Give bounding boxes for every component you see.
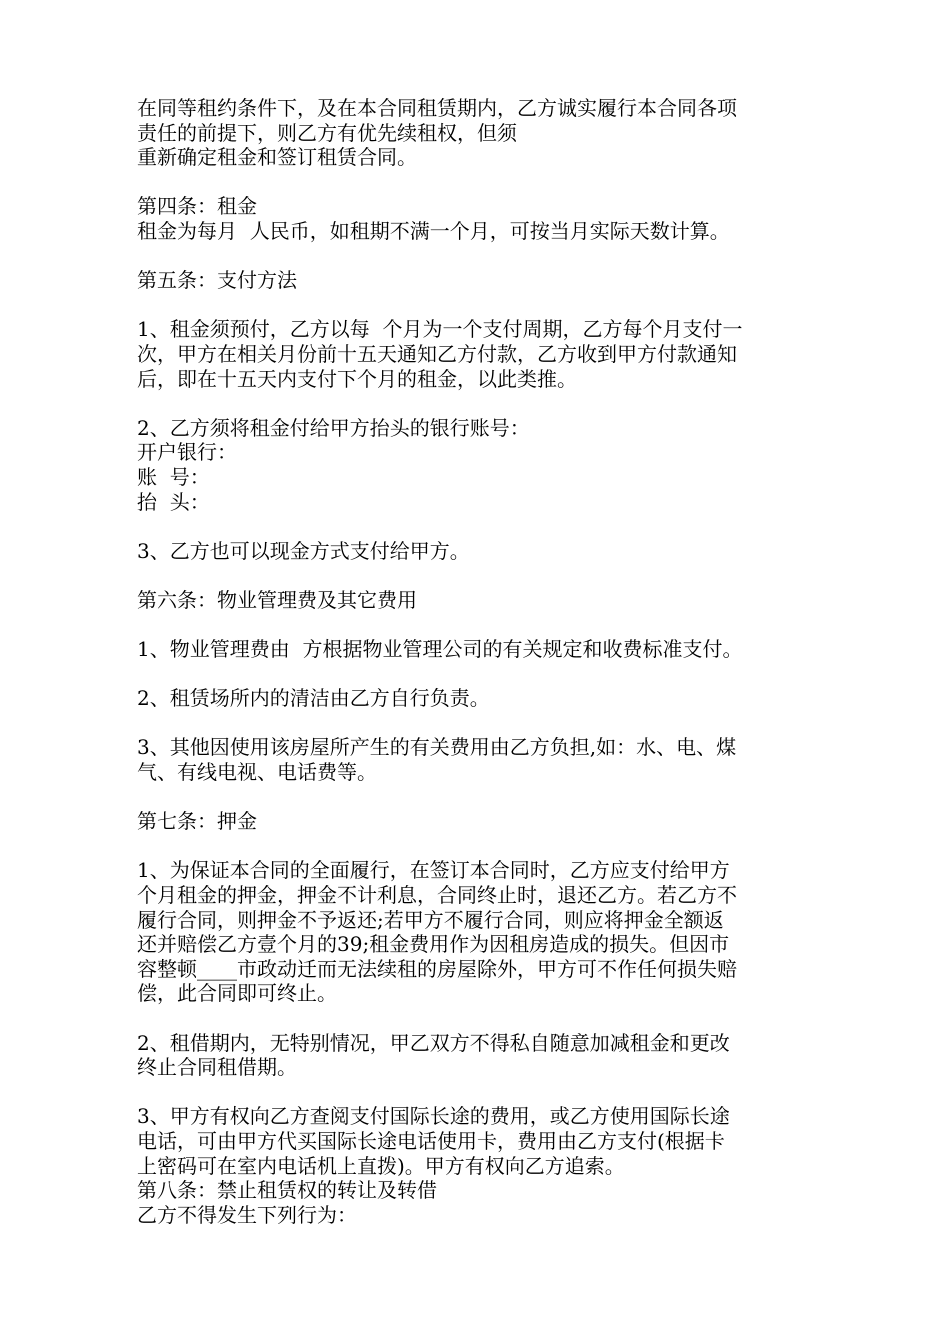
section-heading: 第八条：禁止租赁权的转让及转借 xyxy=(137,1178,437,1203)
text-line: 3、其他因使用该房屋所产生的有关费用由乙方负担,如：水、电、煤 xyxy=(137,735,737,760)
section-heading: 第七条：押金 xyxy=(137,809,257,834)
blank-line xyxy=(137,1006,817,1031)
text-line: 2、乙方须将租金付给甲方抬头的银行账号： xyxy=(137,415,530,440)
text-line: 次，甲方在相关月份前十五天通知乙方付款，乙方收到甲方付款通知 xyxy=(137,341,737,366)
text-line: 个月租金的押金，押金不计利息，合同终止时，退还乙方。若乙方不 xyxy=(137,883,737,907)
text-line: 履行合同，则押金不予返还;若甲方不履行合同，则应将押金全额返 xyxy=(137,907,724,932)
text-line: 2、租借期内，无特别情况，甲乙双方不得私自随意加减租金和更改 xyxy=(137,1030,730,1055)
text-line: 气、有线电视、电话费等。 xyxy=(137,760,377,785)
blank-line xyxy=(137,293,817,318)
section-heading: 第五条：支付方法 xyxy=(137,268,297,293)
text-line: 1、租金须预付，乙方以每 个月为一个支付周期，乙方每个月支付一 xyxy=(137,317,743,342)
text-line: 后，即在十五天内支付下个月的租金，以此类推。 xyxy=(137,366,577,391)
document-page xyxy=(137,96,817,1227)
text-line: 上密码可在室内电话机上直拨)。甲方有权向乙方追索。 xyxy=(137,1153,625,1178)
text-line: 终止合同租借期。 xyxy=(137,1055,297,1080)
text-line: 1、物业管理费由 方根据物业管理公司的有关规定和收费标准支付。 xyxy=(137,637,743,662)
blank-line xyxy=(137,662,817,687)
text-line: 开户银行： xyxy=(137,440,237,465)
section-heading: 第四条：租金 xyxy=(137,194,257,219)
text-line: 重新确定租金和签订租赁合同。 xyxy=(137,145,417,170)
blank-line xyxy=(137,391,817,416)
text-line: 在同等租约条件下，及在本合同租赁期内，乙方诚实履行本合同各项 xyxy=(137,96,737,120)
text-line: 账 号： xyxy=(137,464,210,489)
text-line: 乙方不得发生下列行为： xyxy=(137,1202,357,1227)
text-line: 租金为每月 人民币，如租期不满一个月，可按当月实际天数计算。 xyxy=(137,218,730,243)
text-line: 责任的前提下，则乙方有优先续租权，但须 xyxy=(137,120,517,145)
blank-line xyxy=(137,711,817,736)
text-line: 容整顿____市政动迁而无法续租的房屋除外，甲方可不作任何损失赔 xyxy=(137,956,737,981)
blank-line xyxy=(137,514,817,539)
text-line: 2、租赁场所内的清洁由乙方自行负责。 xyxy=(137,686,490,711)
blank-line xyxy=(137,244,817,269)
section-heading: 第六条：物业管理费及其它费用 xyxy=(137,587,417,612)
text-line: 抬 头： xyxy=(137,489,210,514)
blank-line xyxy=(137,1080,817,1105)
blank-line xyxy=(137,834,817,859)
blank-line xyxy=(137,563,817,588)
blank-line xyxy=(137,612,817,637)
text-line: 3、甲方有权向乙方查阅支付国际长途的费用，或乙方使用国际长途 xyxy=(137,1104,730,1129)
text-line: 电话，可由甲方代买国际长途电话使用卡，费用由乙方支付(根据卡 xyxy=(137,1128,725,1153)
text-line: 3、乙方也可以现金方式支付给甲方。 xyxy=(137,538,470,563)
blank-line xyxy=(137,785,817,810)
text-line: 还并赔偿乙方壹个月的39;租金费用作为因租房造成的损失。但因市 xyxy=(137,932,730,957)
text-line: 1、为保证本合同的全面履行，在签订本合同时，乙方应支付给甲方 xyxy=(137,858,730,883)
blank-line xyxy=(137,170,817,195)
text-line: 偿，此合同即可终止。 xyxy=(137,981,337,1006)
